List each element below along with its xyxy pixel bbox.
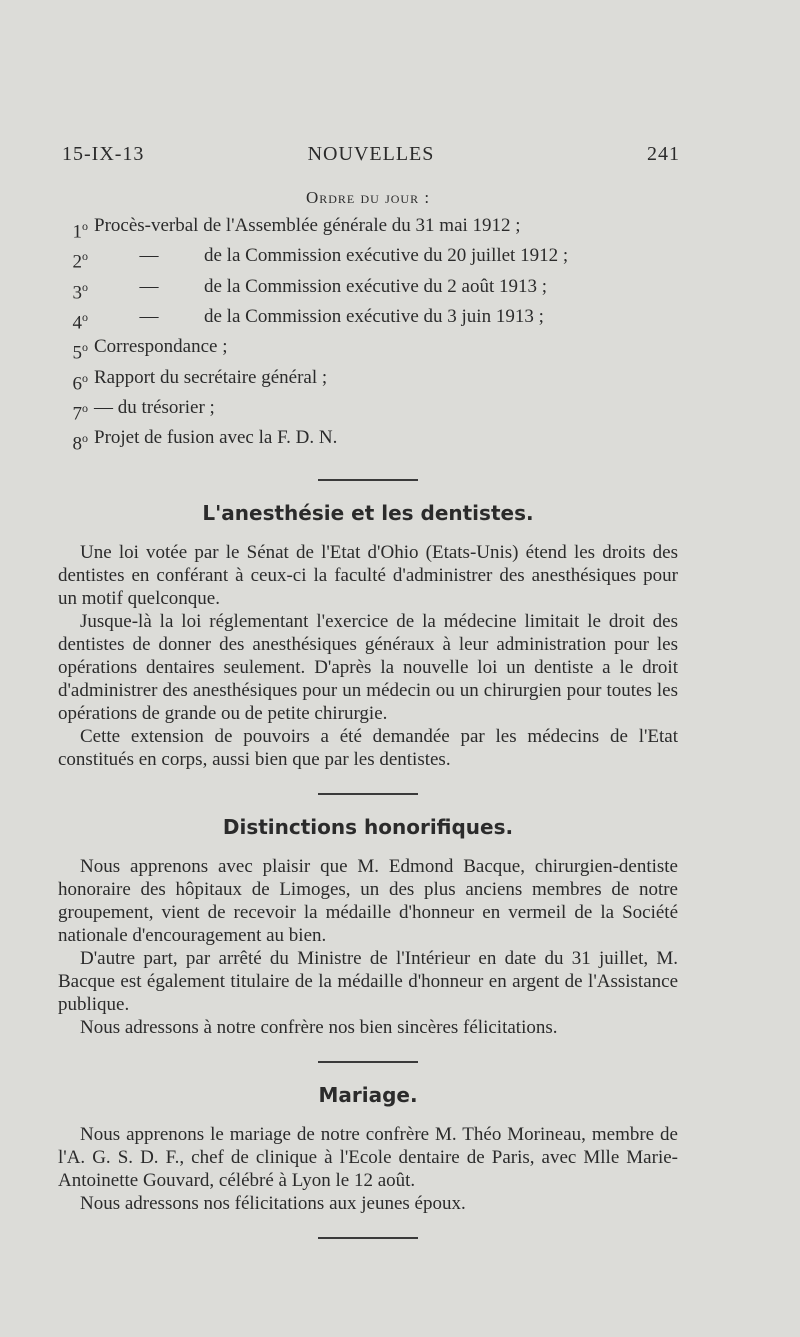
- agenda-item: 6$^o$ Rapport du secrétaire général ;: [72, 366, 328, 394]
- section-mariage: [58, 1083, 678, 1215]
- agenda-item: 3$^o$ — de la Commission exécutive du 2 août 1913 ;: [72, 275, 548, 303]
- section-distinctions: [58, 815, 678, 1039]
- section-title: Mariage.: [318, 1082, 418, 1107]
- agenda-item: 4$^o$ — de la Commission exécutive du 3 juin 1913 ;: [72, 305, 544, 334]
- agenda-title: Ordre du jour :: [305, 188, 431, 207]
- paragraph: Nous apprenons le mariage de notre confrère M. Théo Morineau, membre de l'A. G. S. D. F., chef de clinique à l'Ecole dentaire de Paris, avec Mlle Marie-Antoinette Gouvard, célébré à Lyon le 12 août.: [58, 1123, 678, 1191]
- paragraph: Nous apprenons avec plaisir que M. Edmond Bacque, chirurgien-dentiste honoraire des hôpitaux de Limoges, un des plus anciens membres de notre groupement, vient de recevoir la médaille d'honneur en vermeil de la Société nationale d'encouragement au bien.: [58, 855, 678, 946]
- paragraph: D'autre part, par arrêté du Ministre de l'Intérieur en date du 31 juillet, M. Bacque est également titulaire de la médaille d'honneur en argent de l'Assistance publique.: [58, 947, 678, 1015]
- paragraph: Nous adressons nos félicitations aux jeunes époux.: [80, 1192, 466, 1214]
- agenda-list: [58, 214, 678, 457]
- paragraph: Cette extension de pouvoirs a été demandée par les médecins de l'Etat constitués en corps, aussi bien que par les dentistes.: [58, 725, 678, 770]
- section-title: L'anesthésie et les dentistes.: [202, 500, 534, 525]
- page-content: [58, 188, 678, 1259]
- agenda-item: 7$^o$ — du trésorier ;: [72, 396, 215, 425]
- agenda-item: 1$^o$ Procès-verbal de l'Assemblée générale du 31 mai 1912 ;: [72, 215, 521, 243]
- header-title: NOUVELLES: [307, 143, 435, 165]
- section-divider: [318, 1237, 418, 1239]
- agenda-item: 2$^o$ — de la Commission exécutive du 20 juillet 1912 ;: [72, 245, 569, 273]
- paragraph: Nous adressons à notre confrère nos bien sincères félicitations.: [80, 1016, 558, 1038]
- header-date: 15-IX-13: [62, 143, 145, 165]
- section-anesthesie: [58, 501, 678, 771]
- page-number: 241: [647, 143, 680, 165]
- section-title: Distinctions honorifiques.: [222, 814, 514, 839]
- section-divider: [318, 793, 418, 795]
- paragraph: Une loi votée par le Sénat de l'Etat d'Ohio (Etats-Unis) étend les droits des dentistes en conférant à ceux-ci la faculté d'administrer des anesthésiques pour un motif quelconque.: [58, 541, 678, 609]
- agenda-item: 5$^o$ Correspondance ;: [72, 336, 228, 364]
- paragraph: Jusque-là la loi réglementant l'exercice de la médecine limitait le droit des dentistes de donner des anesthésiques généraux à leur administration pour les opérations dentaires seulement. D'après la nouvelle loi un dentiste a le droit d'administrer des anesthésiques pour un médecin ou un chirurgien pour toutes les opérations de grande ou de petite chirurgie.: [58, 610, 678, 724]
- section-divider: [318, 479, 418, 481]
- agenda-item: 8$^o$ Projet de fusion avec la F. D. N.: [72, 427, 338, 455]
- section-divider: [318, 1061, 418, 1063]
